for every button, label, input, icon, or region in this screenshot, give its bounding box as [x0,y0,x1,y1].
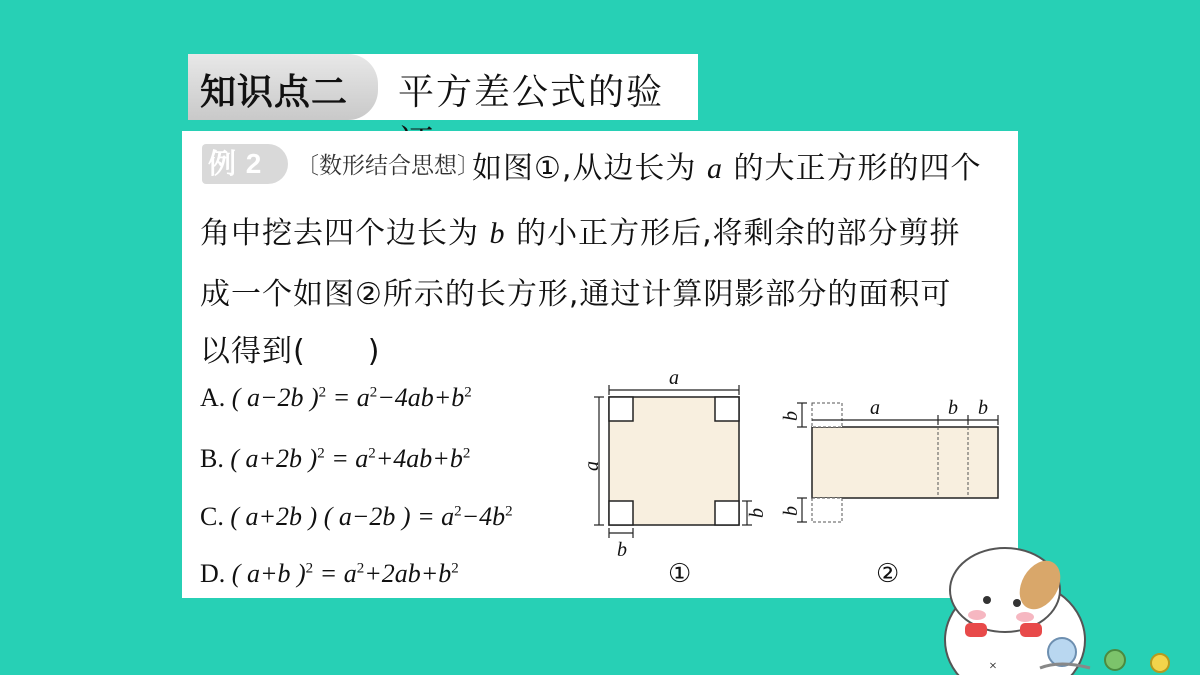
figure2-left-top-label: b [780,411,802,421]
dashed-square [812,403,842,427]
option-a[interactable] [200,383,472,413]
option-exp: 2 [451,560,459,577]
section-tag-label: 知识点二 [200,72,349,113]
option-exp: 2 [369,384,378,401]
figure1-side-label: a [581,461,603,471]
option-lhs: ( a+2b ) [230,444,318,473]
figure2-a-label: a [870,397,880,419]
figure-1-label: ① [668,559,692,589]
example-badge-number: 2 [245,148,262,179]
figure-1 [581,367,768,561]
problem-line-2 [200,208,961,252]
option-exp: 2 [317,445,325,462]
option-lhs: ( a−2b ) [231,383,319,412]
svg-text:×: × [989,659,997,674]
option-exp: 2 [305,560,314,577]
section-title: 平方差公式的验 [398,72,665,113]
corner-square [609,397,633,421]
option-rhs: = a [319,559,357,588]
option-rhs: = a [331,444,369,473]
figure-2 [778,386,1008,536]
variable-b: b [489,217,506,250]
method-tag: 〔数形结合思想〕 [296,153,480,179]
figure1-top-label: a [669,367,679,389]
option-letter: A. [200,383,226,412]
problem-line-1 [472,143,982,187]
problem-text: 如图①,从边长为 [472,151,697,186]
option-rhs: −4b [461,502,506,531]
section-tag [188,54,378,120]
option-exp: 2 [356,560,365,577]
option-rhs: +4ab+b [375,444,463,473]
problem-text: 的小正方形后,将剩余的部分剪拼 [516,216,961,251]
problem-line-4: 以得到( ) [200,334,381,369]
example-badge-prefix: 例 [208,147,237,180]
figure1-corner-bottom-label: b [617,539,627,561]
option-exp: 2 [454,503,462,520]
problem-line-3: 成一个如图②所示的长方形,通过计算阴影部分的面积可 [200,277,952,312]
variable-a: a [706,152,723,185]
dashed-square [812,498,842,522]
problem-text: 的大正方形的四个 [733,151,982,186]
snail-icon [1030,630,1200,675]
figure-2-label: ② [876,559,900,589]
corner-square [715,501,739,525]
corner-square [715,397,739,421]
figure1-corner-side-label: b [746,508,768,518]
option-exp: 2 [464,384,472,401]
option-rhs: = a [332,383,370,412]
example-badge [202,144,288,184]
option-lhs: ( a+2b ) ( a−2b ) [230,502,411,531]
option-exp: 2 [505,503,513,520]
option-letter: B. [200,444,224,473]
option-lhs: ( a+b ) [231,559,306,588]
option-rhs: = a [417,502,455,531]
section-title-bar [188,54,698,120]
option-exp: 2 [368,445,376,462]
figure2-left-bottom-label: b [780,506,802,516]
option-rhs: +2ab+b [364,559,452,588]
option-letter: C. [200,502,224,531]
figure2-b1-label: b [948,397,958,419]
option-letter: D. [200,559,226,588]
option-d[interactable] [200,559,459,589]
option-rhs: −4ab+b [377,383,465,412]
problem-text: 角中挖去四个边长为 [200,216,479,251]
option-exp: 2 [318,384,327,401]
rectangle [812,427,998,498]
option-c[interactable] [200,502,513,532]
example-panel [182,131,1018,598]
corner-square [609,501,633,525]
option-b[interactable] [200,444,470,474]
figure2-b2-label: b [978,397,988,419]
option-exp: 2 [462,445,471,462]
